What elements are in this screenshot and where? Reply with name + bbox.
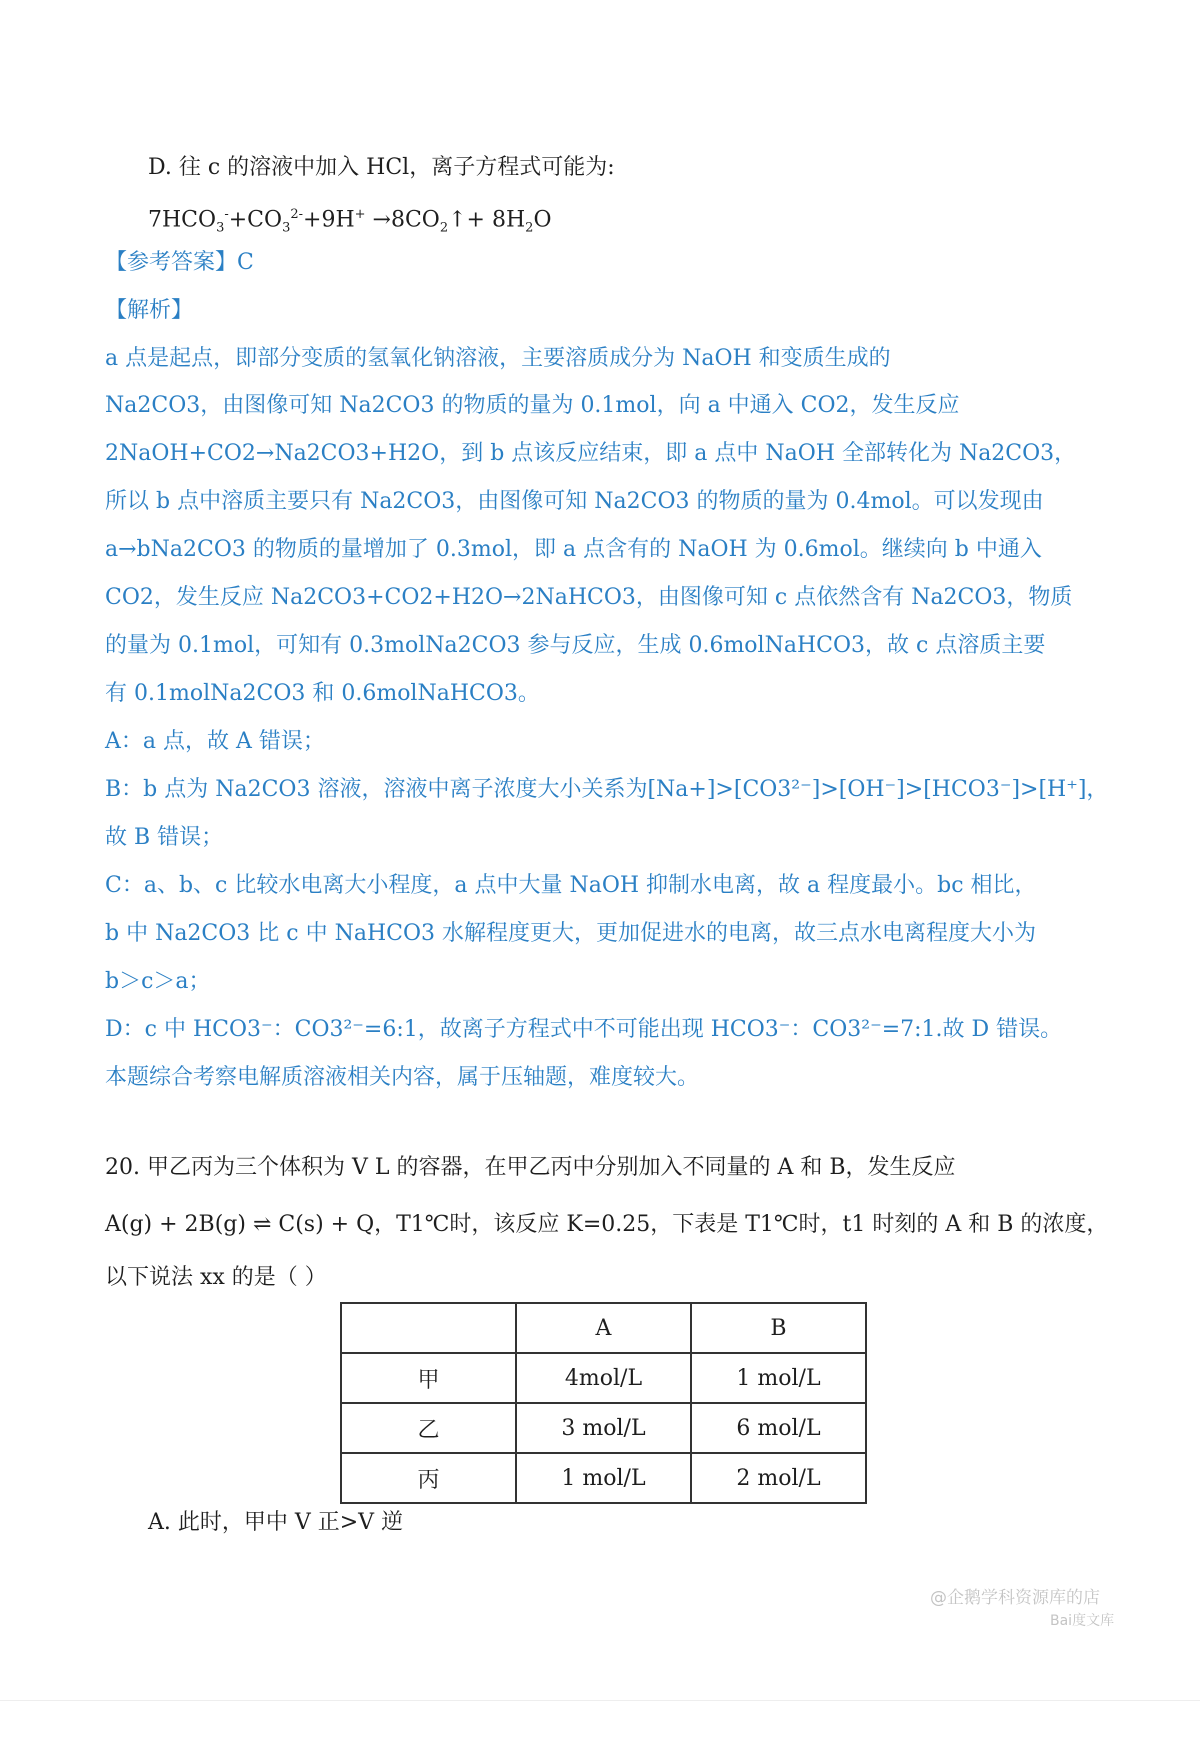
page-bottom-divider [0,1700,1200,1701]
watermark-text: @企鹅学科资源库的店 [930,1588,1100,1608]
table-header-cell: B [691,1303,866,1353]
table-cell: 4mol/L [516,1353,691,1403]
question-20-line-2: A(g) + 2B(g) ⇌ C(s) + Q，T1℃时，该反应 K=0.25，下表是 T1℃时，t1 时刻的 A 和 B 的浓度， [105,1212,1109,1237]
analysis-summary: 本题综合考察电解质溶液相关内容，属于压轴题，难度较大。 [105,1065,700,1090]
answer-label: 【参考答案】C [105,250,254,275]
table-cell: 甲 [341,1353,516,1403]
table-cell: 2 mol/L [691,1453,866,1503]
table-header-row [341,1303,866,1353]
table-row [341,1353,866,1403]
table-cell: 6 mol/L [691,1403,866,1453]
question-20-option-a: A. 此时，甲中 V 正>V 逆 [148,1510,404,1535]
question-20-line-1: 20. 甲乙丙为三个体积为 V L 的容器，在甲乙丙中分别加入不同量的 A 和 B，发生反应 [105,1155,956,1180]
option-d-equation: $7HCO_3^-+CO_3^{2-}+9H^+$ $\to 8CO_2↑+ 8H_2O$ [148,207,552,236]
analysis-line-c-end: b＞c＞a； [105,969,211,994]
analysis-line-6: CO2，发生反应 Na2CO3+CO2+H2O→2NaHCO3，由图像可知 c 点依然含有 Na2CO3，物质 [105,585,1073,610]
analysis-line-1: a 点是起点，即部分变质的氢氧化钠溶液，主要溶质成分为 NaOH 和变质生成的 [105,346,891,371]
concentration-table [340,1302,867,1504]
analysis-line-3: 2NaOH+CO2→Na2CO3+H2O，到 b 点该反应结束，即 a 点中 NaOH 全部转化为 Na2CO3， [105,441,1077,466]
analysis-line-d: D：c 中 HCO3⁻：CO3²⁻=6:1，故离子方程式中不可能出现 HCO3⁻：CO3²⁻=7:1.故 D 错误。 [105,1017,1063,1042]
analysis-line-5: a→bNa2CO3 的物质的量增加了 0.3mol，即 a 点含有的 NaOH 为 0.6mol。继续向 b 中通入 [105,537,1042,562]
table-row [341,1453,866,1503]
table-header-cell [341,1303,516,1353]
analysis-line-c-cont: b 中 Na2CO3 比 c 中 NaHCO3 水解程度更大，更加促进水的电离，故三点水电离程度大小为 [105,921,1037,946]
analysis-line-b-cont: 故 B 错误； [105,825,224,850]
analysis-label: 【解析】 [105,298,194,323]
table-header-cell: A [516,1303,691,1353]
analysis-line-2: Na2CO3，由图像可知 Na2CO3 的物质的量为 0.1mol，向 a 中通入 CO2，发生反应 [105,393,960,418]
table-cell: 丙 [341,1453,516,1503]
table-cell: 3 mol/L [516,1403,691,1453]
analysis-line-8: 有 0.1molNa2CO3 和 0.6molNaHCO3。 [105,681,540,706]
table-cell: 乙 [341,1403,516,1453]
watermark-logo: Bai度文库 [1050,1613,1115,1629]
analysis-line-7: 的量为 0.1mol，可知有 0.3molNa2CO3 参与反应，生成 0.6molNaHCO3，故 c 点溶质主要 [105,633,1046,658]
analysis-line-b: B：b 点为 Na2CO3 溶液，溶液中离子浓度大小关系为[Na+]>[CO3²⁻]>[OH⁻]>[HCO3⁻]>[H⁺]， [105,777,1109,802]
question-20-line-3: 以下说法 xx 的是（ ） [105,1265,327,1290]
analysis-line-c: C：a、b、c 比较水电离大小程度，a 点中大量 NaOH 抑制水电离，故 a 程度最小。bc 相比， [105,873,1037,898]
table-row [341,1403,866,1453]
table-cell: 1 mol/L [691,1353,866,1403]
table-cell: 1 mol/L [516,1453,691,1503]
option-d-line: D. 往 c 的溶液中加入 HCl，离子方程式可能为: [148,155,615,180]
analysis-line-a: A：a 点，故 A 错误； [105,729,325,754]
analysis-line-4: 所以 b 点中溶质主要只有 Na2CO3，由图像可知 Na2CO3 的物质的量为 0.4mol。可以发现由 [105,489,1044,514]
